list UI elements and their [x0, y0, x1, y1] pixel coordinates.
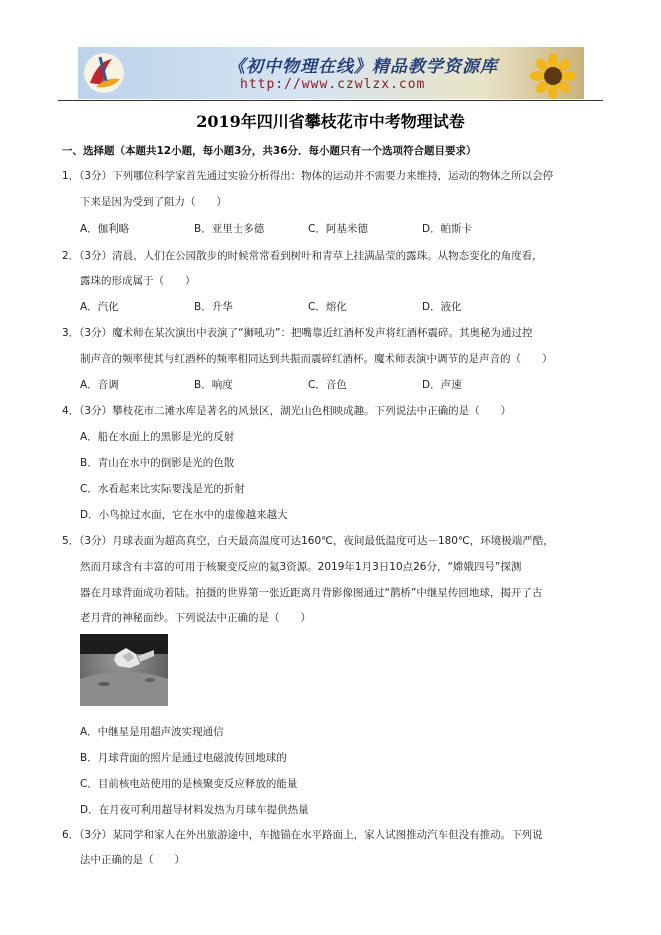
- banner-url-link[interactable]: http://www.czwlzx.com: [240, 77, 426, 92]
- question-3-line-2: 制声音的频率使其与红酒杯的频率相同达到共振而震碎红酒杯。魔术师表演中调节的是声音的（ ）: [80, 353, 553, 365]
- question-2-line-2: 露珠的形成属于（ ）: [80, 275, 196, 287]
- option-b[interactable]: B．升华: [194, 301, 233, 313]
- option-c[interactable]: C．音色: [308, 379, 347, 391]
- site-logo-icon: [82, 51, 126, 95]
- question-5-line-4: 老月背的神秘面纱。下列说法中正确的是（ ）: [80, 612, 311, 624]
- question-2-line-1: 2．（3分）清晨，人们在公园散步的时候常常看到树叶和青草上挂满晶莹的露珠。从物态变化的角度看，: [62, 250, 543, 262]
- section-heading: 一、选择题（本题共12小题，每小题3分，共36分．每小题只有一个选项符合题目要求）: [62, 145, 477, 157]
- question-5-line-3: 器在月球背面成功着陆。拍摄的世界第一张近距离月背影像图通过“鹊桥”中继星传回地球，揭开了古: [80, 587, 543, 599]
- question-6-line-1: 6．（3分）某同学和家人在外出旅游途中，车抛锚在水平路面上，家人试图推动汽车但没有推动。下列说: [62, 829, 543, 841]
- option-d[interactable]: D．在月夜可利用超导材料发热为月球车提供热量: [80, 804, 309, 816]
- option-a[interactable]: A．船在水面上的黑影是光的反射: [80, 431, 235, 443]
- option-d[interactable]: D．帕斯卡: [422, 223, 473, 235]
- option-a[interactable]: A．中继星是用超声波实现通信: [80, 726, 224, 738]
- option-c[interactable]: C．目前核电站使用的是核聚变反应释放的能量: [80, 778, 298, 790]
- option-a[interactable]: A．汽化: [80, 301, 119, 313]
- option-b[interactable]: B．月球背面的照片是通过电磁波传回地球的: [80, 752, 287, 764]
- option-c[interactable]: C．阿基米德: [308, 223, 368, 235]
- question-3-line-1: 3．（3分）魔术师在某次演出中表演了“狮吼功”：把嘴靠近红酒杯发声将红酒杯震碎。其奥秘为通过控: [62, 327, 533, 339]
- question-1-line-2: 下来是因为受到了阻力（ ）: [80, 196, 227, 208]
- header-divider: [58, 100, 603, 101]
- lunar-rover-image: [80, 634, 168, 706]
- option-a[interactable]: A．伽利略: [80, 223, 130, 235]
- option-c[interactable]: C．水看起来比实际要浅是光的折射: [80, 483, 245, 495]
- question-5-line-2: 然而月球含有丰富的可用于核聚变反应的氦3资源。2019年1月3日10点26分，“嫦娥四号”探测: [80, 561, 522, 573]
- option-d[interactable]: D．小鸟掠过水面，它在水中的虚像越来越大: [80, 509, 288, 521]
- option-b[interactable]: B．响度: [194, 379, 233, 391]
- option-d[interactable]: D．声速: [422, 379, 462, 391]
- option-c[interactable]: C．熔化: [308, 301, 347, 313]
- question-5-line-1: 5．（3分）月球表面为超高真空，白天最高温度可达160℃，夜间最低温度可达－180℃，环境极端严酷，: [62, 535, 554, 547]
- question-4-line-1: 4．（3分）攀枝花市二滩水库是著名的风景区，湖光山色相映成趣。下列说法中正确的是（ ）: [62, 405, 512, 417]
- option-b[interactable]: B．亚里士多德: [194, 223, 265, 235]
- sunflower-icon: [530, 53, 576, 99]
- moon-surface-photo: [80, 634, 168, 706]
- question-1-line-1: 1．（3分）下列哪位科学家首先通过实验分析得出：物体的运动并不需要力来维持，运动的物体之所以会停: [62, 170, 554, 182]
- option-b[interactable]: B．青山在水中的倒影是光的色散: [80, 457, 235, 469]
- option-d[interactable]: D．液化: [422, 301, 462, 313]
- question-6-line-2: 法中正确的是（ ）: [80, 854, 185, 866]
- option-a[interactable]: A．音调: [80, 379, 119, 391]
- header-banner: [78, 47, 584, 99]
- banner-title: 《初中物理在线》精品教学资源库: [228, 57, 498, 77]
- page-title: 2019年四川省攀枝花市中考物理试卷: [196, 112, 465, 131]
